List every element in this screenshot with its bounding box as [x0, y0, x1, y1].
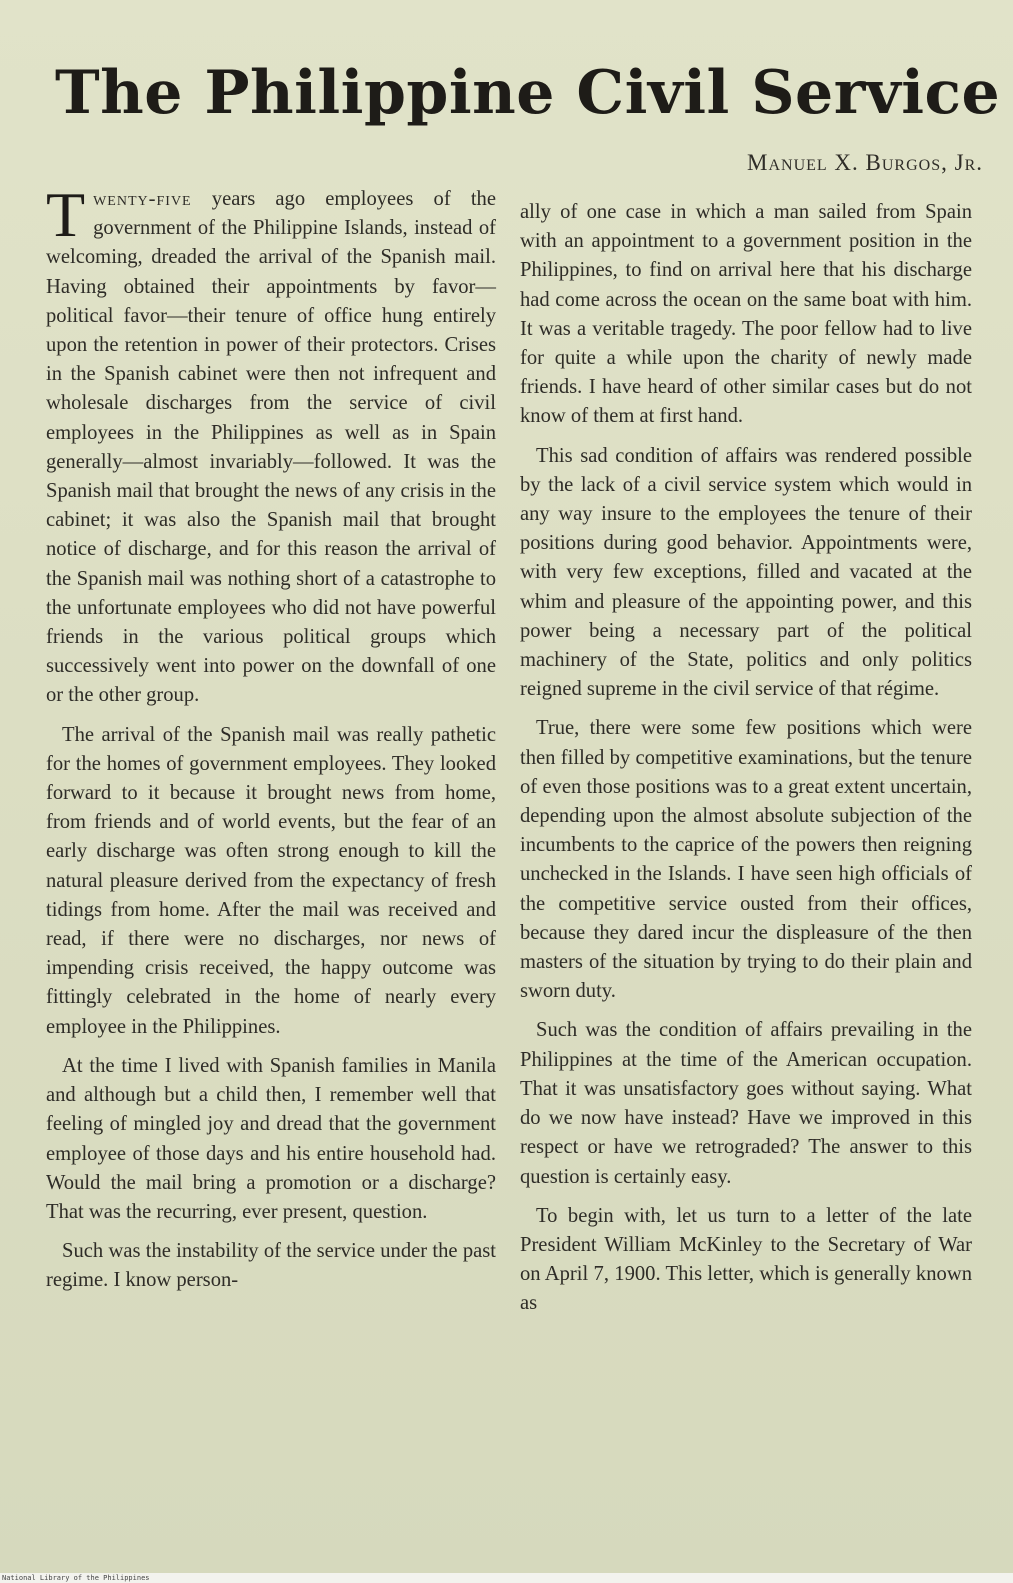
library-watermark: National Library of the Philippines — [2, 1574, 150, 1582]
paragraph-6: This sad condition of affairs was rendered possible by the lack of a civil service system which would in any way insure to the employees the tenure of their positions during good behavior. Appointments were, with very few exceptions, filled and vacated at the whim and pleasure of the appointing power, and this power being a necessary part of the political machinery of the State, politics and only politics reigned supreme in the civil service of that régime. — [520, 444, 972, 701]
paragraph-1-text: years ago employees of the government of the Philippine Islands, instead of welcoming, dreaded the arrival of the Spanish mail. Having obtained their appointments by favor—political favor—their tenure of office hung entirely upon the retention in power of their protectors. Crises in the Spanish cabinet were then not infrequent and wholesale discharges from the service of civil employees in the Philippines as well as in Spain generally—almost invariably—followed. It was the Spanish mail that brought the news of any crisis in the cabinet; it was also the Spanish mail that brought notice of discharge, and for this reason the arrival of the Spanish mail was nothing short of a catastrophe to the unfortunate employees who did not have powerful friends in the various political groups which successively went into power on the downfall of one or the other group. — [46, 188, 496, 707]
article-title: The Philippine Civil Service — [55, 58, 1001, 128]
paragraph-8: Such was the condition of affairs prevailing in the Philippines at the time of the American occupation. That it was unsatisfactory goes without saying. What do we now have instead? Have we improved in this respect or have we retrograded? The answer to this question is certainly easy. — [520, 1019, 972, 1188]
paragraph-7: True, there were some few positions which were then filled by competitive examinations, but the tenure of even those positions was to a great extent uncertain, depending upon the almost absolute subjection of the incumbents to the caprice of the powers then reigning unchecked in the Islands. I have seen high officials of the competitive service ousted from their offices, because they dared incur the displeasure of the then masters of the situation by trying to do their plain and sworn duty. — [520, 717, 972, 1003]
paragraph-3: At the time I lived with Spanish families in Manila and although but a child then, I remember well that feeling of mingled joy and dread that the government employee of those days and his entire household had. Would the mail bring a promotion or a discharge? That was the recurring, ever present, question. — [46, 1054, 496, 1223]
right-column — [520, 198, 972, 1329]
footer-strip — [0, 1573, 1013, 1583]
paragraph-9: To begin with, let us turn to a letter of the late President William McKinley to the Secretary of War on April 7, 1900. This letter, which is generally known as — [520, 1204, 972, 1315]
author-byline: Manuel X. Burgos, Jr. — [747, 150, 983, 175]
paragraph-4: Such was the instability of the service under the past regime. I know person- — [46, 1240, 496, 1292]
paragraph-1 — [46, 179, 496, 711]
left-column — [46, 179, 496, 1306]
paragraph-2: The arrival of the Spanish mail was really pathetic for the homes of government employees. They looked forward to it because it brought news from home, from friends and of world events, but the fear of an early discharge was often strong enough to kill the natural pleasure derived from the expectancy of fresh tidings from home. After the mail was received and read, if there were no discharges, nor news of impending crisis received, the happy outcome was fittingly celebrated in the home of nearly every employee in the Philippines. — [46, 723, 496, 1038]
drop-cap: T — [46, 179, 86, 250]
paragraph-5: ally of one case in which a man sailed from Spain with an appointment to a government position in the Philippines, to find on arrival here that his discharge had come across the ocean on the same boat with him. It was a veritable tragedy. The poor fellow had to live for quite a while upon the charity of newly made friends. I have heard of other similar cases but do not know of them at first hand. — [520, 201, 972, 428]
lead-in-text: wenty-five — [93, 188, 192, 210]
